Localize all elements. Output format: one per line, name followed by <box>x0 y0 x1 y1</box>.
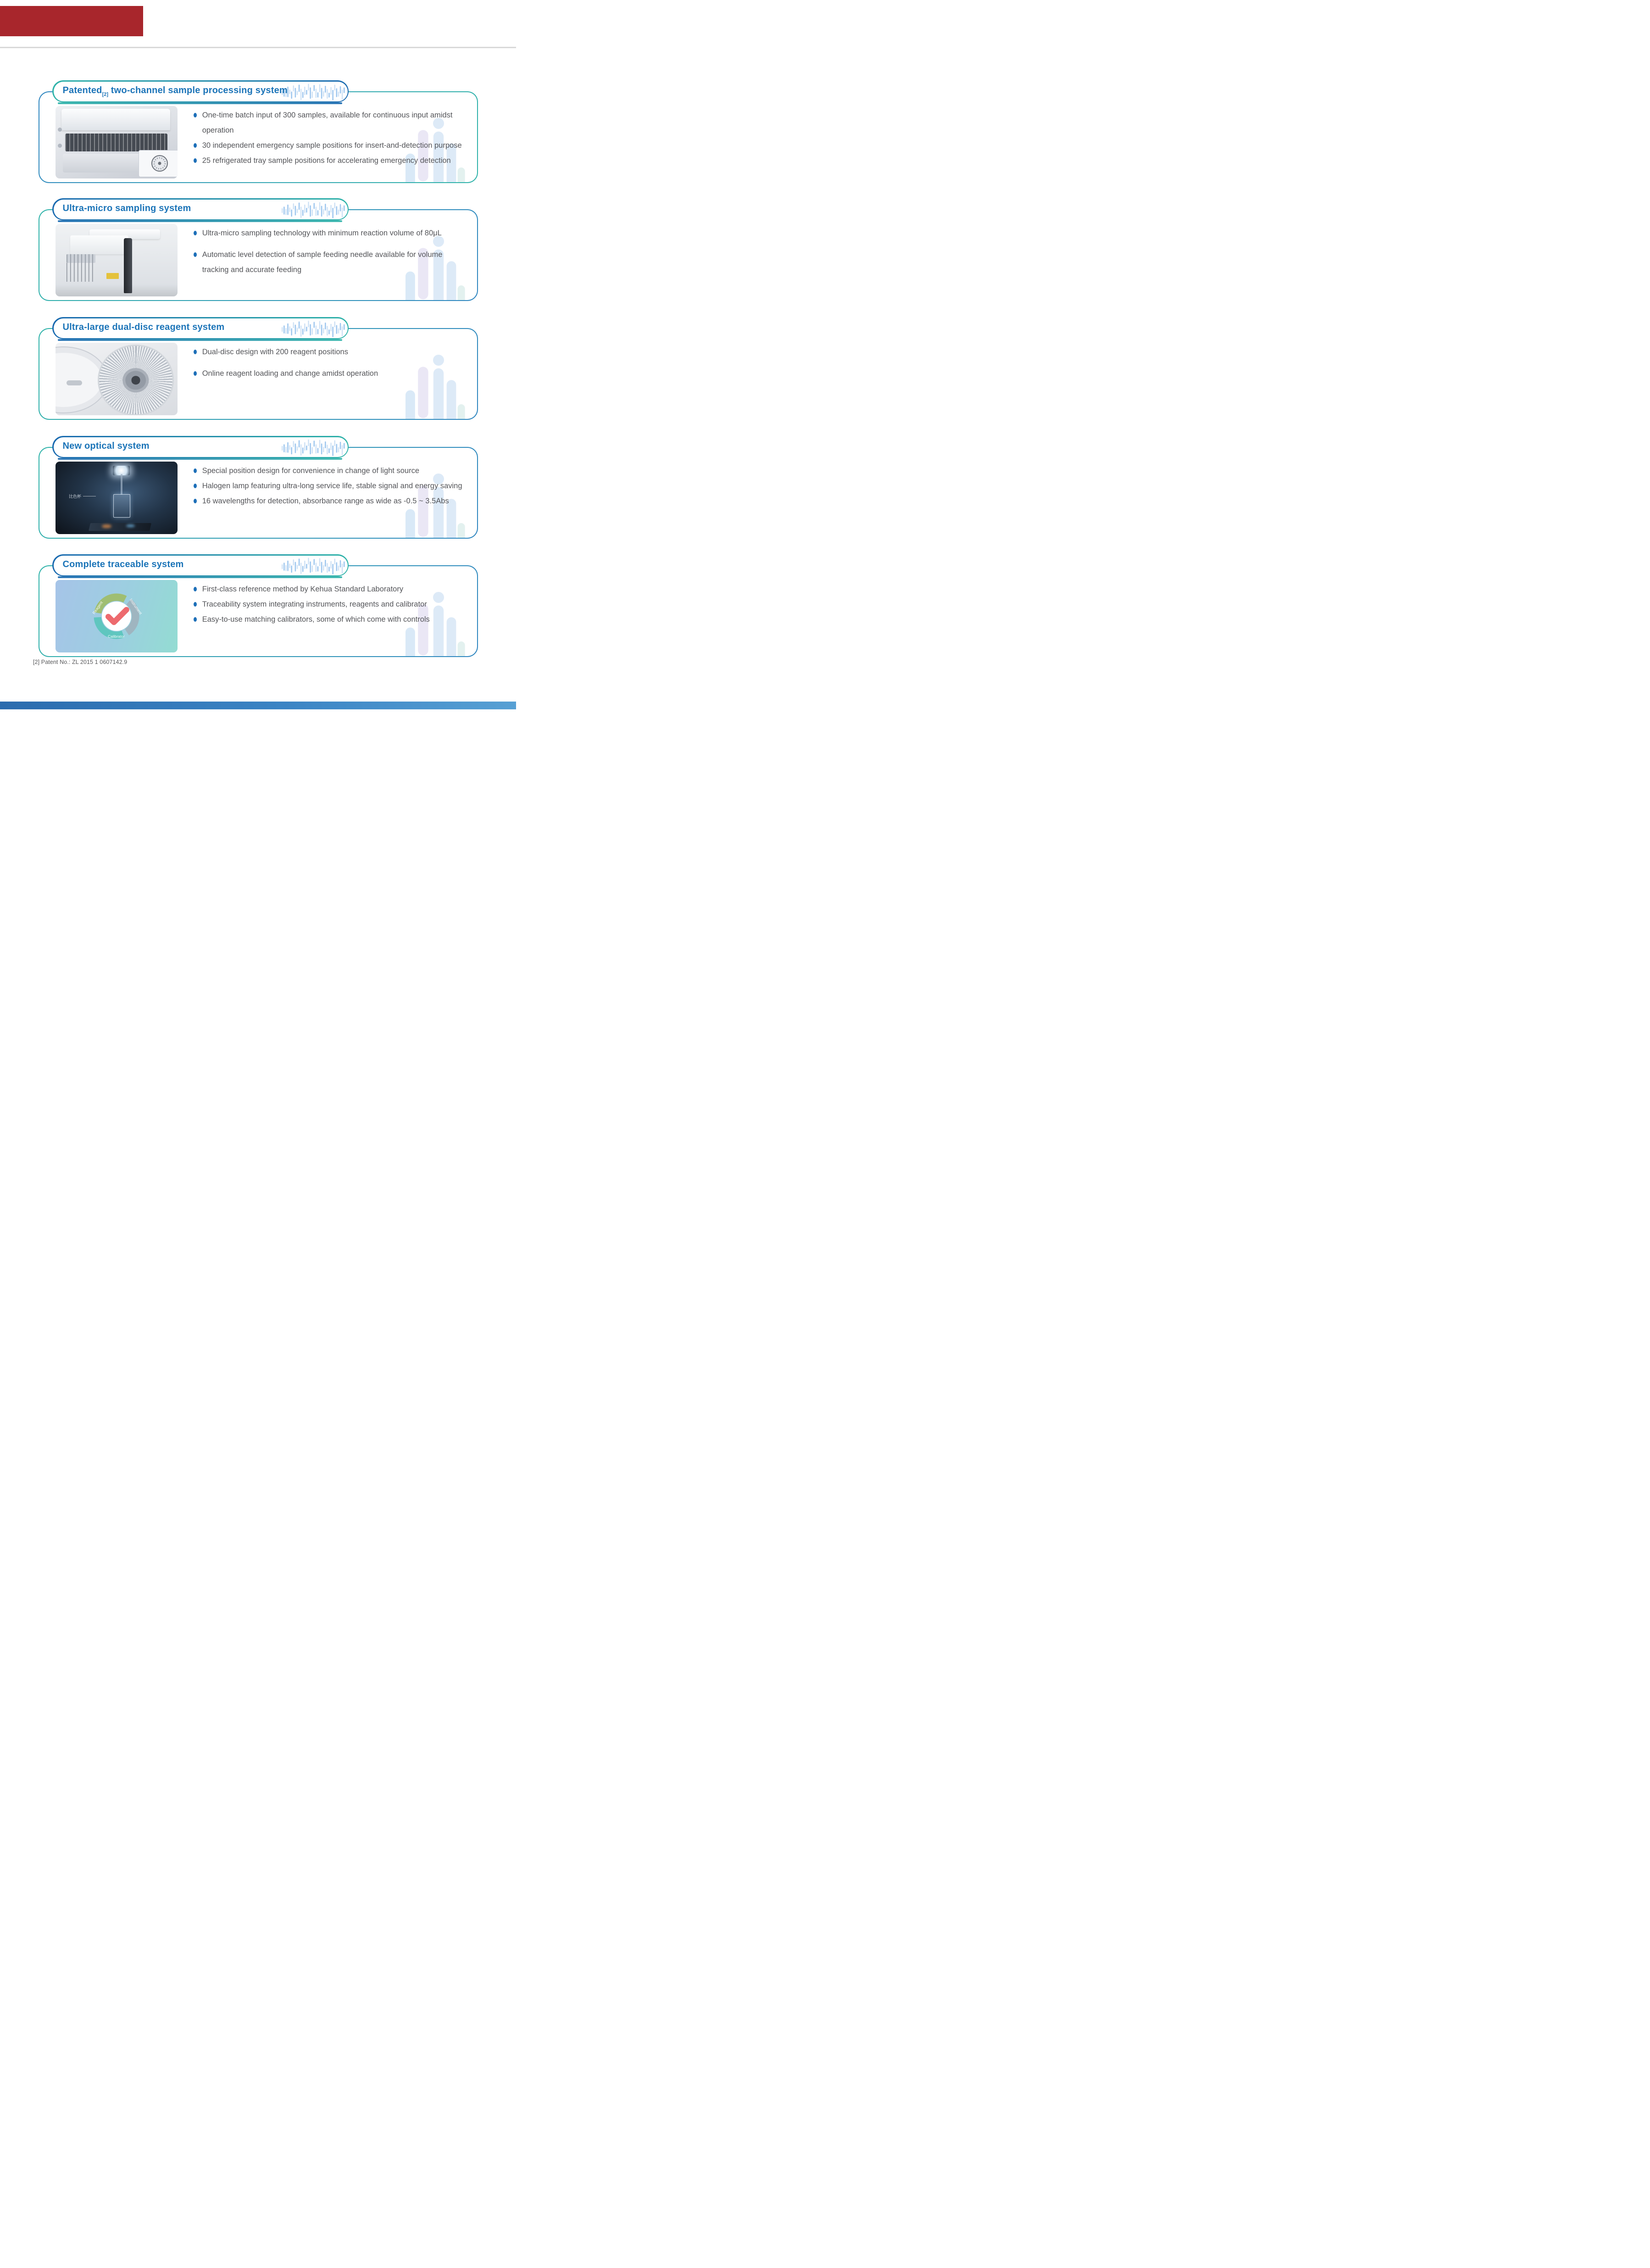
list-item <box>194 108 465 138</box>
bullet-text: Ultra-micro sampling technology with minimum reaction volume of 80μL <box>202 228 442 237</box>
soundwave-icon <box>282 438 345 457</box>
soundwave-icon <box>282 319 345 338</box>
list-item <box>194 463 465 479</box>
diagram-label-instrument: Instrument <box>128 597 143 615</box>
list-item <box>194 582 465 597</box>
bottom-accent-bar <box>0 702 516 709</box>
list-item <box>194 247 465 278</box>
section-title: Patented$_{[2]}$ two-channel sample processing system <box>62 85 288 97</box>
section-card-traceable <box>39 559 478 657</box>
section-card-dual-disc-reagent <box>39 322 478 420</box>
cuvette-label: 比色杯 <box>69 493 96 499</box>
bullet-text: Online reagent loading and change amidst operation <box>202 369 378 378</box>
bullet-dot-icon <box>194 143 197 148</box>
bullet-dot-icon <box>194 484 197 488</box>
bullet-text: One-time batch input of 300 samples, available for continuous input amidst operation <box>202 111 453 134</box>
section-card-new-optical <box>39 441 478 539</box>
bullet-dot-icon <box>194 602 197 607</box>
bullet-dot-icon <box>194 158 197 163</box>
list-item <box>194 494 465 509</box>
bullet-dot-icon <box>194 499 197 503</box>
bullet-text: 30 independent emergency sample positions for insert-and-detection purpose <box>202 141 462 150</box>
feature-list <box>194 582 465 627</box>
list-item <box>194 138 465 153</box>
brochure-page <box>0 0 516 709</box>
list-item <box>194 479 465 494</box>
section-title-pill <box>52 198 349 220</box>
card-body <box>39 210 478 301</box>
list-item <box>194 153 465 168</box>
footnote: [2] Patent No.: ZL 2015 1 0607142.9 <box>33 659 128 665</box>
bullet-text: 16 wavelengths for detection, absorbance range as wide as -0.5 ~ 3.5Abs <box>202 496 449 505</box>
header-divider <box>0 47 516 48</box>
bullet-text: Special position design for convenience in change of light source <box>202 466 419 475</box>
section-title: Complete traceable system <box>62 559 184 569</box>
diagram-label-calibrator: Calibrator <box>107 634 125 639</box>
tray-dial-inset <box>139 150 177 177</box>
bullet-text: Dual-disc design with 200 reagent positions <box>202 347 348 356</box>
section-title-pill <box>52 554 349 576</box>
section-title: Ultra-micro sampling system <box>62 203 191 213</box>
bullet-dot-icon <box>194 587 197 591</box>
bullet-dot-icon <box>194 371 197 376</box>
list-item <box>194 345 465 360</box>
bullet-text: Halogen lamp featuring ultra-long service life, stable signal and energy saving <box>202 481 462 490</box>
card-body <box>39 329 478 419</box>
feature-list <box>194 463 465 509</box>
section-title: New optical system <box>62 441 150 451</box>
sampling-needle-photo <box>56 224 178 296</box>
top-accent-bar <box>0 6 143 36</box>
feature-list <box>194 108 465 168</box>
section-card-sample-processing <box>39 85 478 183</box>
bullet-dot-icon <box>194 617 197 622</box>
list-item <box>194 366 465 381</box>
bullet-text: Automatic level detection of sample feeding needle available for volume tracking and accurate feeding <box>202 250 443 274</box>
list-item <box>194 612 465 627</box>
feature-list <box>194 345 465 388</box>
soundwave-icon <box>282 83 345 101</box>
list-item <box>194 226 465 241</box>
bullet-text: First-class reference method by Kehua Standard Laboratory <box>202 585 404 593</box>
section-card-ultra-micro-sampling <box>39 203 478 301</box>
bullet-text: Traceability system integrating instruments, reagents and calibrator <box>202 600 427 608</box>
optical-system-photo <box>56 462 178 534</box>
bullet-dot-icon <box>194 113 197 117</box>
section-title-pill <box>52 317 349 339</box>
footnote-marker: [2] <box>102 92 109 97</box>
reagent-disc-photo <box>56 343 178 415</box>
sample-loader-photo <box>56 106 178 178</box>
bullet-dot-icon <box>194 468 197 473</box>
soundwave-icon <box>282 201 345 219</box>
bullet-dot-icon <box>194 350 197 354</box>
section-title: Ultra-large dual-disc reagent system <box>62 322 225 332</box>
bullet-text: 25 refrigerated tray sample positions for accelerating emergency detection <box>202 156 451 165</box>
bullet-text: Easy-to-use matching calibrators, some of which come with controls <box>202 615 430 624</box>
list-item <box>194 597 465 612</box>
traceability-diagram <box>56 580 178 652</box>
card-body <box>39 92 478 183</box>
card-body <box>39 448 478 538</box>
section-title-pill <box>52 80 349 102</box>
feature-list <box>194 226 465 284</box>
section-title-pill <box>52 436 349 458</box>
bullet-dot-icon <box>194 231 197 235</box>
diagram-label-reagent: Reagent <box>91 600 104 615</box>
bullet-dot-icon <box>194 252 197 257</box>
soundwave-icon <box>282 557 345 575</box>
card-body <box>39 566 478 657</box>
